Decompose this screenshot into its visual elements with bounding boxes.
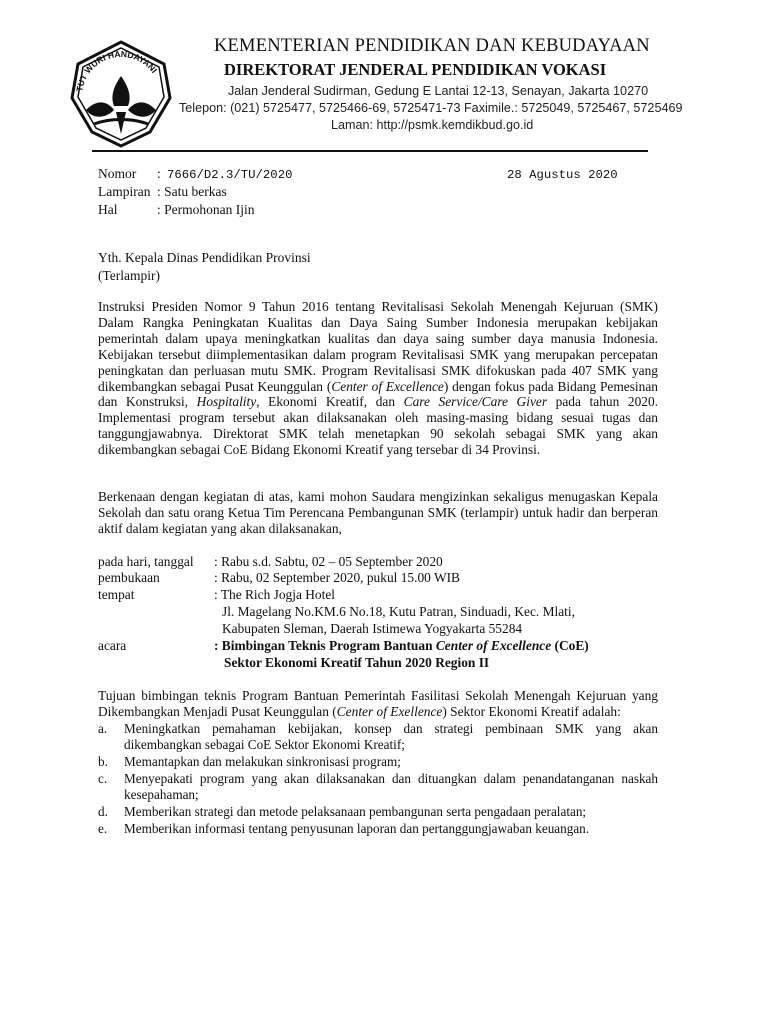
logo-motto-text: TUT WURI HANDAYANI (74, 48, 160, 93)
event-title (214, 638, 589, 654)
purpose-item (98, 754, 658, 770)
paragraph-revitalisasi (98, 299, 658, 458)
lampiran-label: Lampiran (98, 184, 151, 199)
letter-date: 28 Agustus 2020 (507, 168, 618, 182)
p1-coe: Center of Excellence (331, 378, 444, 394)
hal-label: Hal (98, 202, 118, 217)
opening-label: pembukaan (98, 570, 160, 585)
purpose-item-text: Menyepakati program yang akan dilaksanakan dan dituangkan dalam penandatanganan naskah kesepahaman; (124, 771, 658, 802)
recipient-line1: Yth. Kepala Dinas Pendidikan Provinsi (98, 250, 311, 265)
p1-care: Care Service/Care Giver (403, 394, 548, 410)
purpose-item (98, 821, 658, 837)
purpose-item-text: Memberikan strategi dan metode pelaksanaan pembangunan serta pengadaan peralatan; (124, 804, 587, 819)
purpose-item-marker: d. (98, 804, 108, 819)
event-title-line2: Sektor Ekonomi Kreatif Tahun 2020 Region II (224, 655, 490, 670)
p1-hospitality: Hospitality (196, 394, 257, 410)
website-link[interactable]: Laman: http://psmk.kemdikbud.go.id (331, 118, 534, 132)
purpose-item (98, 721, 658, 753)
opening-value: : Rabu, 02 September 2020, pukul 15.00 WIB (214, 570, 460, 585)
nomor-label: Nomor (98, 166, 137, 181)
place-address-line1: Jl. Magelang No.KM.6 No.18, Kutu Patran, Sinduadi, Kec. Mlati, (222, 604, 575, 619)
purpose-item-marker: e. (98, 821, 108, 836)
nomor-separator: : (157, 166, 161, 181)
purpose-item (98, 771, 658, 803)
purpose-item-marker: b. (98, 754, 108, 769)
purpose-intro (98, 688, 658, 720)
place-value: : The Rich Jogja Hotel (214, 587, 335, 602)
office-address: Jalan Jenderal Sudirman, Gedung E Lantai 12-13, Senayan, Jakarta 10270 (228, 84, 649, 98)
place-label: tempat (98, 587, 135, 602)
purpose-item-marker: a. (98, 721, 108, 736)
purpose-text-a: Tujuan bimbingan teknis Program Bantuan Pemerintah Fasilitasi Sekolah Menengah Kejuruan yang Dikembangkan Menjadi Pusat Keunggulan ( (98, 688, 658, 719)
event-prefix: : Bimbingan Teknis Program Bantuan (214, 638, 436, 653)
purpose-coe: Center of Exellence (336, 703, 443, 719)
nomor-value: 7666/D2.3/TU/2020 (167, 168, 293, 182)
directorate-title: DIREKTORAT JENDERAL PENDIDIKAN VOKASI (224, 60, 607, 79)
purpose-item-marker: c. (98, 771, 108, 786)
purpose-item-text: Memantapkan dan melakukan sinkronisasi program; (124, 754, 401, 769)
recipient-line2: (Terlampir) (98, 268, 161, 283)
day-label: pada hari, tanggal (98, 554, 194, 569)
event-label: acara (98, 638, 127, 653)
place-address-line2: Kabupaten Sleman, Daerah Istimewa Yogyakarta 55284 (222, 621, 523, 636)
paragraph-request: Berkenaan dengan kegiatan di atas, kami mohon Saudara mengizinkan sekaligus menugaskan Kepala Sekolah dan satu orang Ketua Tim Perencana Pembangunan SMK (terlampir) untuk hadir dan berperan aktif dalam kegiatan yang akan dilaksanakan, (98, 489, 658, 536)
p1-text-c: , Ekonomi Kreatif, dan (256, 394, 404, 410)
purpose-item-text: Memberikan informasi tentang penyusunan laporan dan pertanggungjawaban keuangan. (124, 821, 590, 836)
p1-text-d: pada tahun 2020. Implementasi program tersebut akan dilaksanakan oleh masing-masing bidang sesuai tugas dan tanggungjawabnya. Direktorat SMK telah menetapkan 90 sekolah sebagai SMK yang akan dikembangkan sebagai CoE Bidang Ekonomi Kreatif yang tersebar di 34 Provinsi. (98, 394, 659, 458)
hal-value: : Permohonan Ijin (157, 202, 255, 217)
day-value: : Rabu s.d. Sabtu, 02 – 05 September 2020 (214, 554, 443, 569)
ministry-title: KEMENTERIAN PENDIDIKAN DAN KEBUDAYAAN (214, 36, 650, 56)
letterhead-divider (92, 150, 648, 152)
phone-fax: Telepon: (021) 5725477, 5725466-69, 5725471-73 Faximile.: 5725049, 5725467, 5725469 (179, 101, 683, 115)
purpose-item-text: Meningkatkan pemahaman kebijakan, konsep dan strategi pembinaan SMK yang akan dikembangkan sebagai CoE Sektor Ekonomi Kreatif; (124, 721, 658, 752)
p1-text-a: Instruksi Presiden Nomor 9 Tahun 2016 tentang Revitalisasi Sekolah Menengah Kejuruan (SMK) Dalam Rangka Peningkatan Kualitas dan Daya Saing Sumber Indonesia merupakan kebijakan pemerintah dalam upaya meningkatkan kualitas dan daya saing sumber daya manusia Indonesia. Kebijakan tersebut diimplementasikan dalam program Revitalisasi SMK yang merupakan percepatan peningkatan dan perluasan mutu SMK. Program Revitalisasi SMK difokuskan pada 407 SMK yang dikembangkan sebagai Pusat Keunggulan ( (98, 299, 658, 394)
p1-text-b: ) dengan fokus pada Bidang Pemesinan dan Konstruksi, (98, 378, 658, 410)
event-coe: Center of Excellence (435, 638, 552, 653)
purpose-text-b: ) Sektor Ekonomi Kreatif adalah: (442, 703, 621, 719)
event-suffix: (CoE) (551, 638, 589, 653)
lampiran-value: : Satu berkas (157, 184, 227, 199)
purpose-item (98, 804, 658, 820)
tut-wuri-handayani-logo (64, 40, 178, 148)
